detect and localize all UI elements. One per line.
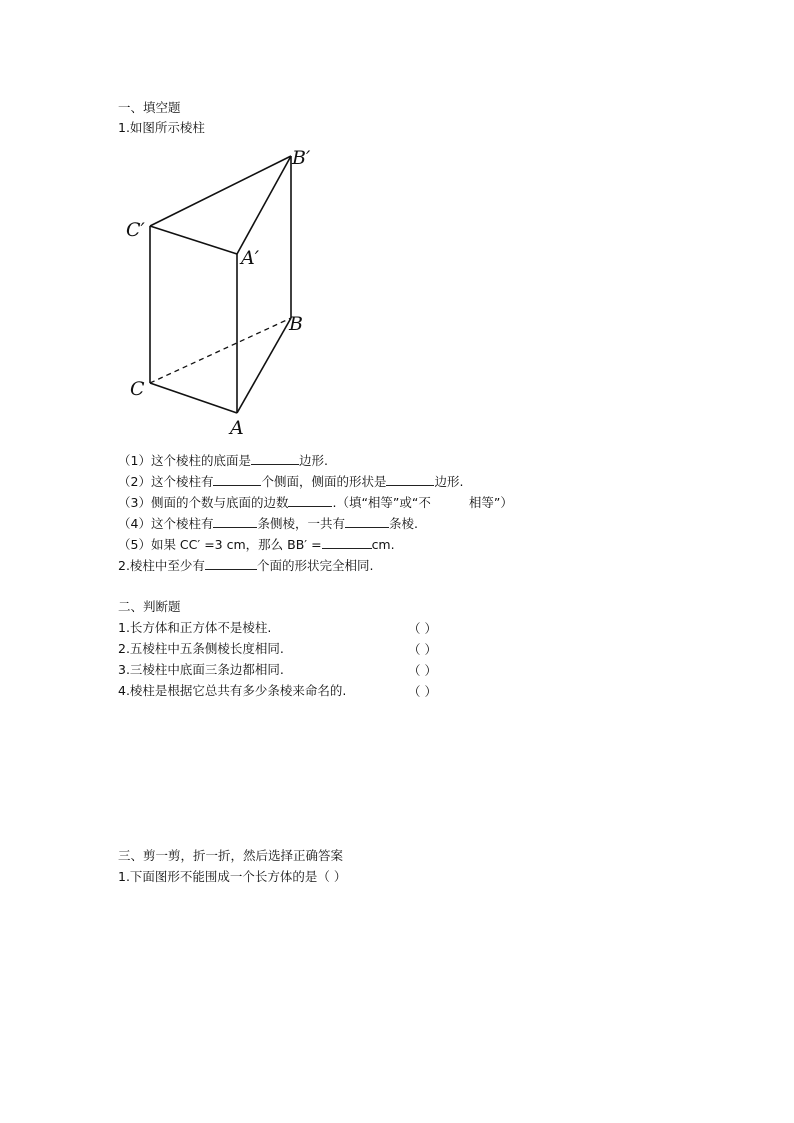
edge-a-b xyxy=(237,318,291,413)
tf-item-1: 1.长方体和正方体不是棱柱. xyxy=(118,620,272,635)
sub-question-2: （2）这个棱柱有 个侧面，侧面的形状是 边形. xyxy=(118,474,464,489)
heading-fill-blank: 一、填空题 xyxy=(118,100,181,115)
label-b-prime: B′ xyxy=(292,147,311,169)
cut-fold-question-1: 1.下面图形不能围成一个长方体的是（ ） xyxy=(118,869,347,884)
heading-true-false: 二、判断题 xyxy=(118,599,181,614)
answer-blank[interactable] xyxy=(205,556,257,570)
answer-blank[interactable] xyxy=(213,472,261,486)
label-c: C xyxy=(130,378,145,400)
question-2: 2.棱柱中至少有 个面的形状完全相同. xyxy=(118,558,374,573)
prism-figure xyxy=(118,140,318,440)
answer-blank[interactable] xyxy=(386,472,434,486)
edge-c-a xyxy=(150,383,237,413)
label-c-prime: C′ xyxy=(126,219,145,241)
tf-answer-paren-2[interactable]: （ ） xyxy=(408,642,437,657)
tf-answer-paren-4[interactable]: （ ） xyxy=(408,684,437,699)
tf-item-3: 3.三棱柱中底面三条边都相同. xyxy=(118,662,284,677)
answer-blank[interactable] xyxy=(345,514,389,528)
answer-blank[interactable] xyxy=(213,514,257,528)
tf-item-4: 4.棱柱是根据它总共有多少条棱来命名的. xyxy=(118,683,347,698)
answer-blank[interactable] xyxy=(322,535,372,549)
sub-question-5: （5）如果 CC′ =3 cm，那么 BB′ = cm. xyxy=(118,537,395,552)
label-a: A xyxy=(230,417,244,439)
tf-answer-paren-3[interactable]: （ ） xyxy=(408,663,437,678)
tf-item-2: 2.五棱柱中五条侧棱长度相同. xyxy=(118,641,284,656)
label-a-prime: A′ xyxy=(241,247,260,269)
edge-c-b-hidden xyxy=(150,318,291,383)
answer-blank[interactable] xyxy=(251,451,299,465)
label-b: B xyxy=(289,313,303,335)
edge-c-prime-b-prime xyxy=(150,156,291,226)
sub-question-1: （1）这个棱柱的底面是 边形. xyxy=(118,453,328,468)
question-1-title: 1.如图所示棱柱 xyxy=(118,120,205,135)
sub-question-3: （3）侧面的个数与底面的边数 .（填“相等”或“不 相等”） xyxy=(118,495,513,510)
tf-answer-paren-1[interactable]: （ ） xyxy=(408,621,437,636)
sub-question-4: （4）这个棱柱有 条侧棱，一共有 条棱. xyxy=(118,516,418,531)
heading-cut-fold: 三、剪一剪，折一折，然后选择正确答案 xyxy=(118,848,344,863)
answer-blank[interactable] xyxy=(288,493,332,507)
edge-a-prime-b-prime xyxy=(237,156,291,254)
edge-c-prime-a-prime xyxy=(150,226,237,254)
